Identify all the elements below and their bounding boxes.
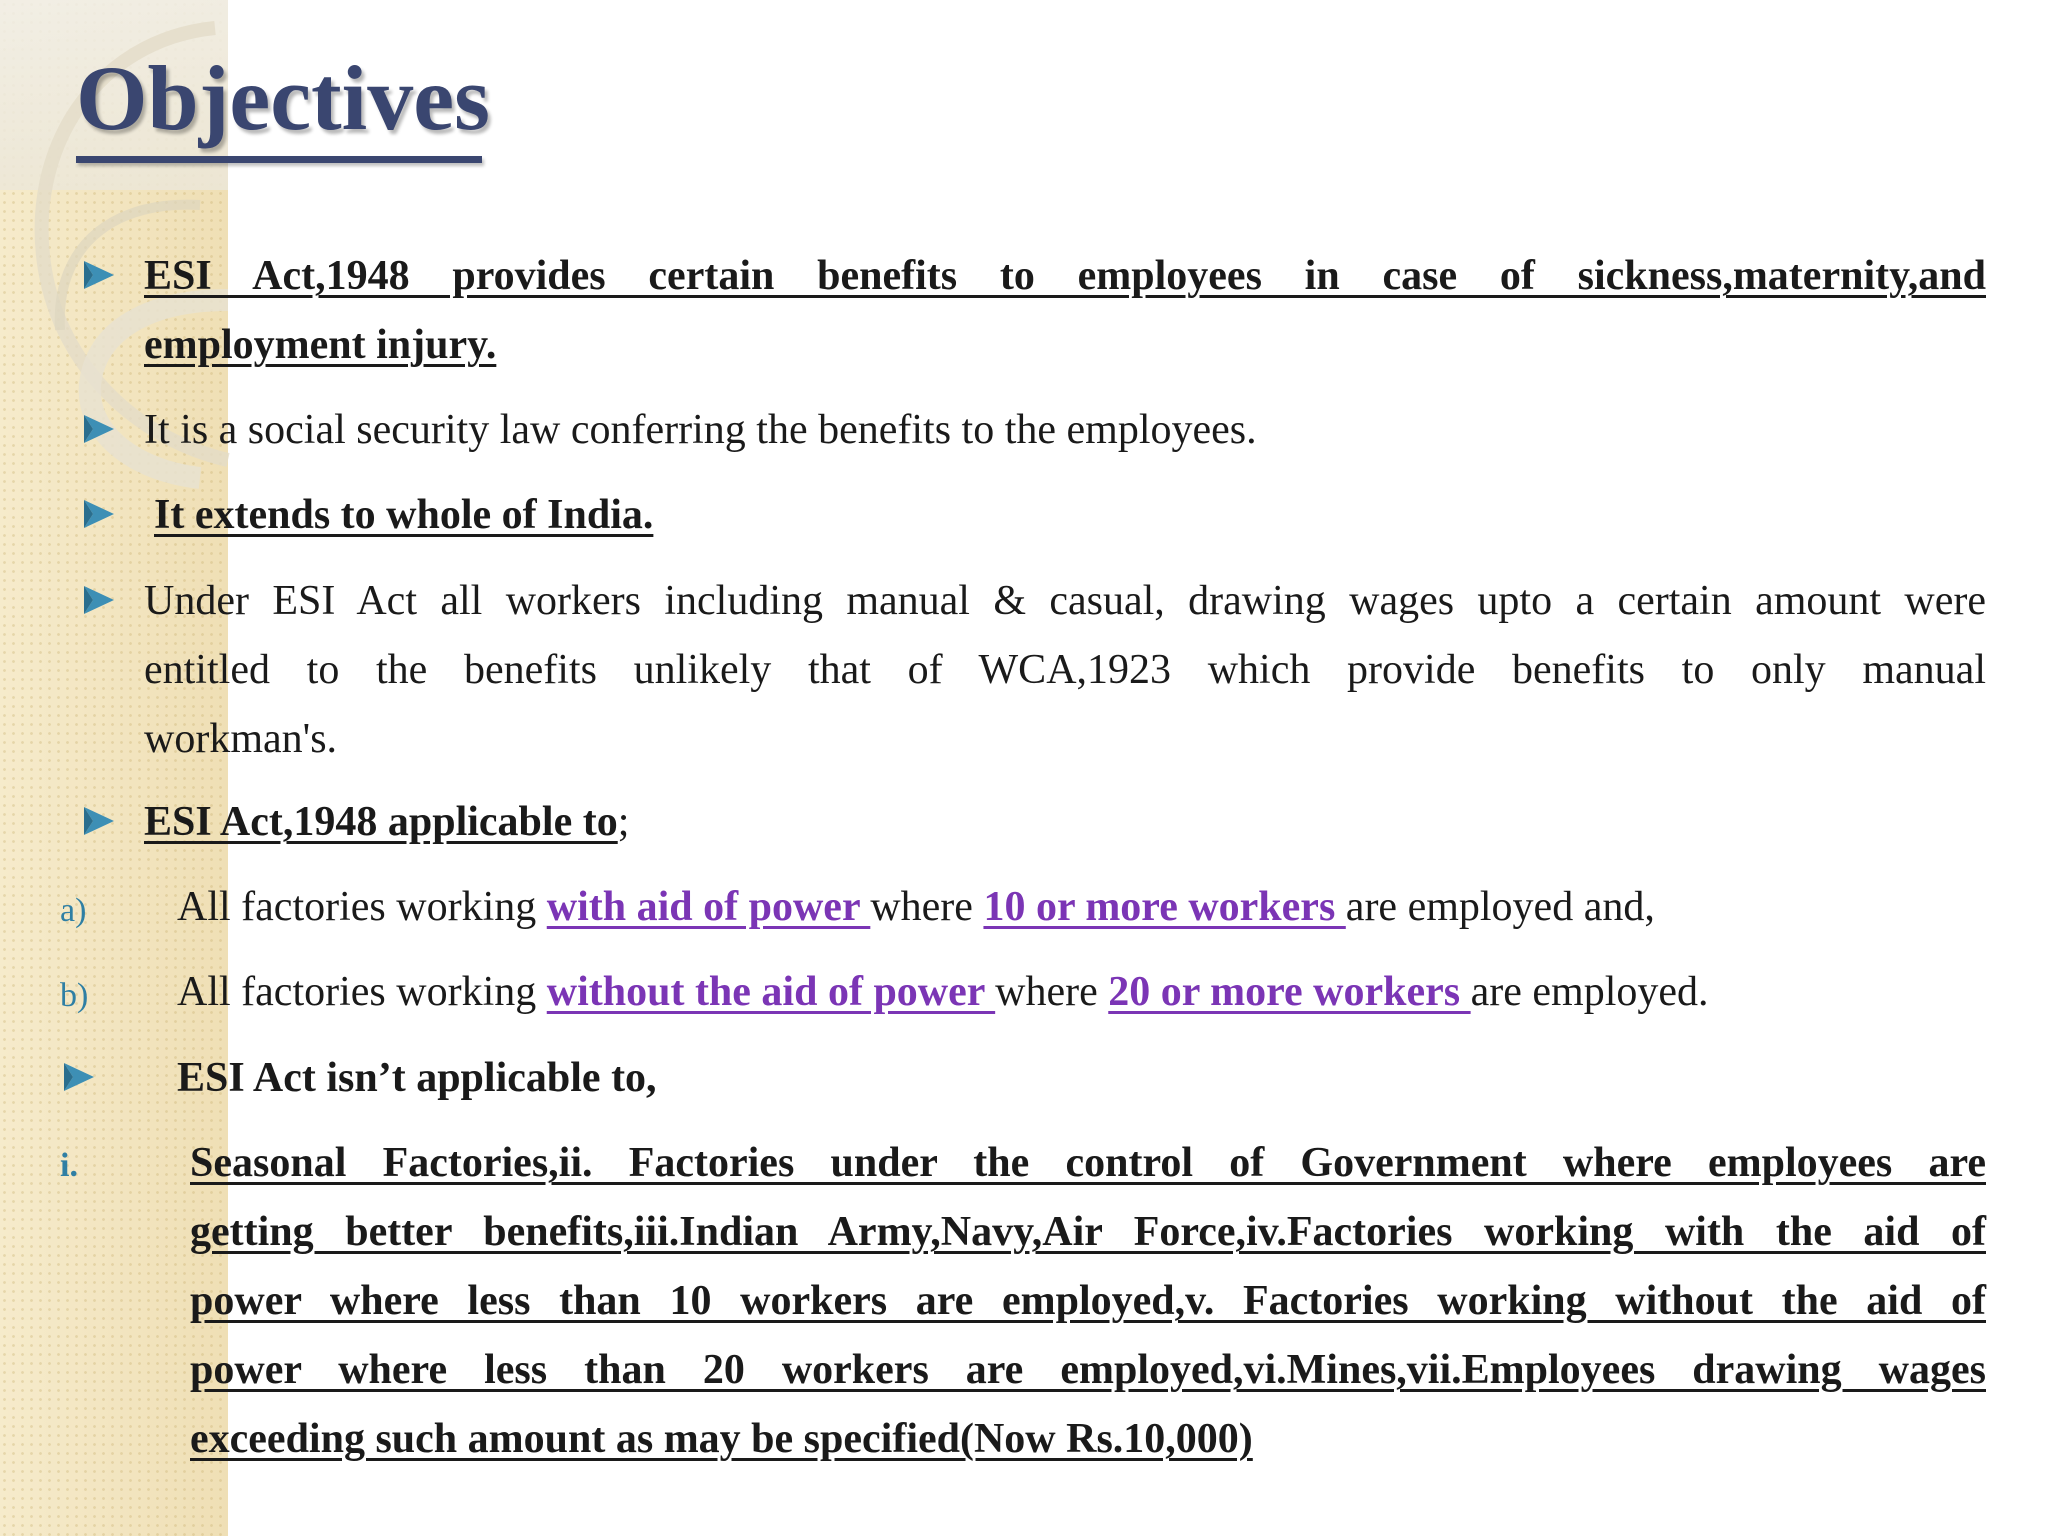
arrow-bullet-icon	[62, 1060, 96, 1094]
highlight-10-or-more-workers: 10 or more workers	[983, 884, 1346, 930]
sub-item-a: All factories working with aid of power where 10 or more workers are employed and,	[177, 884, 1655, 930]
highlight-with-aid-of-power: with aid of power	[546, 884, 871, 930]
list-marker-a: a)	[60, 892, 87, 929]
bullet-6: ESI Act isn’t applicable to,	[177, 1055, 657, 1101]
bullet-5: ESI Act,1948 applicable to;	[144, 799, 630, 845]
bullet-1-line-2: employment injury.	[144, 322, 497, 368]
bullet-4-line-2: entitled to the benefits unlikely that of WCA,1923 which provide benefits to only manual	[144, 647, 1986, 693]
highlight-20-or-more-workers: 20 or more workers	[1108, 969, 1471, 1015]
arrow-bullet-icon	[82, 412, 116, 446]
slide-title: Objectives	[76, 47, 490, 149]
arrow-bullet-icon	[82, 804, 116, 838]
arrow-bullet-icon	[82, 583, 116, 617]
arrow-bullet-icon	[82, 258, 116, 292]
sub-item-b: All factories working without the aid of power where 20 or more workers are employed.	[177, 969, 1709, 1015]
highlight-without-aid-of-power: without the aid of power	[546, 969, 996, 1015]
bullet-3: It extends to whole of India.	[154, 492, 654, 538]
bullet-2: It is a social security law conferring the benefits to the employees.	[144, 407, 1257, 453]
list-marker-b: b)	[60, 977, 89, 1014]
arrow-bullet-icon	[82, 497, 116, 531]
sub-item-i-line-2: getting better benefits,iii.Indian Army,Navy,Air Force,iv.Factories working with the aid of	[190, 1209, 1986, 1255]
bullet-4-line-3: workman's.	[144, 716, 338, 762]
bullet-4-line-1: Under ESI Act all workers including manual & casual, drawing wages upto a certain amount were	[144, 578, 1986, 624]
sub-item-i-line-3: power where less than 10 workers are employed,v. Factories working without the aid of	[190, 1278, 1986, 1324]
sub-item-i-line-1: Seasonal Factories,ii. Factories under the control of Government where employees are	[190, 1140, 1986, 1186]
sub-item-i-line-4: power where less than 20 workers are employed,vi.Mines,vii.Employees drawing wages	[190, 1347, 1986, 1393]
list-marker-i: i.	[60, 1147, 78, 1184]
bullet-1-line-1: ESI Act,1948 provides certain benefits to employees in case of sickness,maternity,and	[144, 253, 1986, 299]
title-underline	[76, 156, 482, 163]
sub-item-i-line-5: exceeding such amount as may be specified(Now Rs.10,000)	[190, 1416, 1253, 1462]
